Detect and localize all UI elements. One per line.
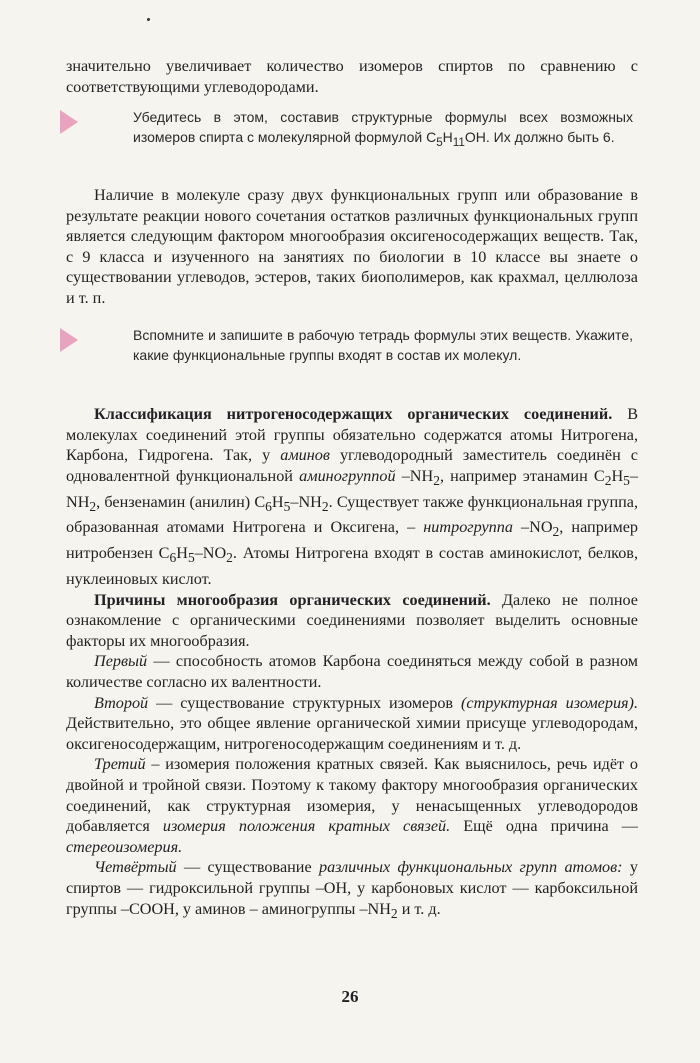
paragraph-fourth: Четвёртый — существование различных функциональных групп атомов: у спиртов — гидроксильной группы –OH, у карбоновых кислот — карбоксильной группы –COOH, у аминов – аминогруппы $-NH_2$ и т. д. [66,858,638,921]
pink-arrow-icon [60,328,78,352]
heading-reasons: Причины многообразия органических соединений. [94,590,491,609]
oxygen-text: Наличие в молекуле сразу двух функциональных групп или образование в результате реакции нового сочетания остатков различных функциональных групп является следующим фактором многообразия оксигеносодержащих веществ. Так, с 9 класса и изученного на занятиях по биологии в 10 классе вы знаете о существовании углеводов, эстеров, таких биополимеров, как крахмал, целлюлоза и т. п. [66,186,638,307]
note-block-1 [60,108,640,152]
note-block-2 [60,326,640,365]
page-number: 26 [341,987,359,1006]
intro-text: значительно увеличивает количество изомеров спиртов по сравнению с соответствующими углеводородами. [66,57,638,96]
main-body [66,404,638,924]
pink-arrow-icon [60,110,78,134]
paragraph-first: Первый — способность атомов Карбона соединяться между собой в разном количестве согласно их валентности. [66,652,638,692]
intro-paragraph [66,56,638,97]
print-speck [147,18,150,21]
paragraph-oxygen [66,185,638,309]
heading-nitrogen: Классификация нитрогеносодержащих органических соединений. [94,405,613,423]
paragraph-reasons: Причины многообразия органических соединений. Далеко не полное ознакомление с органическими соединениями позволяет выделить основные факторы их многообразия. [66,590,638,650]
note-text-1: Убедитесь в этом, составив структурные формулы всех возможных изомеров спирта с молекулярной формулой $C_5H_{11}OH$. Их должно быть 6. [133,109,633,149]
paragraph-third: Третий – изомерия положения кратных связей. Как выяснилось, речь идёт о двойной и тройной связи. Поэтому к такому фактору многообразия органических соединений, как структурная изомерия, у ненасыщенных углеводородов добавляется изомерия положения кратных связей. Ещё одна причина — стереоизомерия. [66,755,638,856]
paragraph-nitrogen: Классификация нитрогеносодержащих органических соединений. В молекулах соединений этой группы обязательно содержатся атомы Нитрогена, Карбона, Гидрогена. Так, у аминов углеводородный заместитель соединён с одновалентной функциональной аминогруппой $-NH_2$, например этанамин $C_2H_5-NH_2$, бензенамин (анилин) $C_6H_5-NH_2$. Существует также функциональная группа, образованная атомами Нитрогена и Оксигена, – нитрогруппа $-NO_2$, например нитробензен $C_6H_5-NO_2$. Атомы Нитрогена входят в состав аминокислот, белков, нуклеиновых кислот. [66,405,638,589]
paragraph-second: Второй — существование структурных изомеров (структурная изомерия). Действительно, это общее явление органической химии присуще углеводородам, оксигеносодержащим, нитрогеносодержащим соединениям и т. д. [66,693,638,753]
note-text-2: Вспомните и запишите в рабочую тетрадь формулы этих веществ. Укажите, какие функциональные группы входят в состав их молекул. [133,327,633,363]
